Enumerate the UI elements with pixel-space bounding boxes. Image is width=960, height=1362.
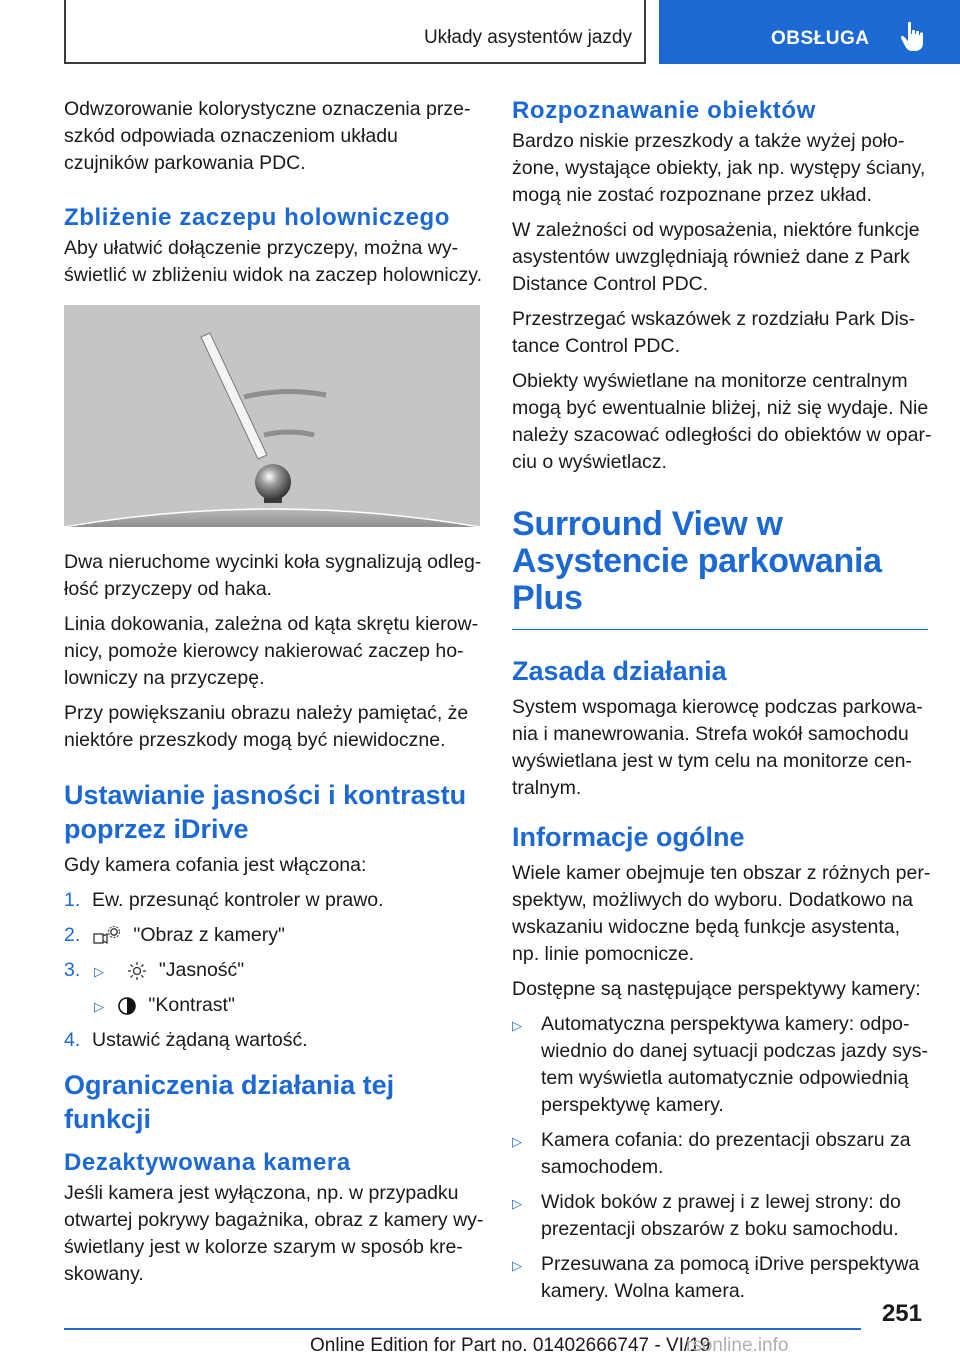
triangle-bullet-icon: ▷: [512, 1134, 522, 1149]
step-text: "Kontrast": [148, 994, 235, 1016]
step-item: [64, 887, 484, 914]
intro-paragraph: Odwzorowanie kolorystyczne oznaczenia przeszkód odpowiada oznaczeniom układu czujników parkowania PDC.: [64, 98, 471, 174]
principle-paragraph: System wspomaga kierowcę podczas parkowania i manewrowania. Strefa wokół samochodu wyświetlana jest w tym celu na monitorze centralnym.: [512, 696, 923, 799]
step-item: [64, 1027, 484, 1054]
footer-rule: [64, 1328, 861, 1330]
header-section-title: Układy asystentów jazdy: [423, 27, 632, 48]
figure-caption-1: Dwa nieruchome wycinki koła sygnalizują odległość przyczepy od haka.: [64, 551, 482, 600]
deactivated-camera-paragraph: Jeśli kamera jest wyłączona, np. w przypadku otwartej pokrywy bagażnika, obraz z kamery wyświetlany jest w kolorze szarym w sposób kreskowany.: [64, 1182, 484, 1285]
step-text: "Jasność": [158, 959, 245, 981]
step-item: [64, 922, 484, 949]
surround-view-heading: Surround View w Asystencie parkowania Plus: [512, 505, 882, 617]
list-item-text: Automatyczna perspektywa kamery: odpowiednio do danej sytuacji podczas jazdy system wyświetla automatycznie odpowiednią perspektywę kamery.: [541, 1013, 928, 1116]
general-info-heading: Informacje ogólne: [512, 822, 745, 852]
contrast-icon: [117, 996, 137, 1016]
triangle-bullet-icon: ▷: [512, 1196, 522, 1211]
triangle-bullet-icon: ▷: [512, 1258, 522, 1273]
list-item-text: Widok boków z prawej i z lewej strony: do prezentacji obszarów z boku samochodu.: [541, 1191, 901, 1240]
header-frame: [64, 0, 646, 64]
list-item: [512, 1189, 932, 1243]
brightness-intro: Gdy kamera cofania jest włączona:: [64, 854, 367, 876]
object-recognition-p4: Obiekty wyświetlane na monitorze centralnym mogą być ewentualnie bliżej, niż się wydaje. Nie należy szacować odległości do obiektów w oparciu o wyświetlacz.: [512, 370, 932, 473]
camera-settings-icon: [92, 925, 122, 947]
triangle-bullet-icon: ▷: [94, 964, 104, 979]
step-item: [64, 992, 484, 1019]
hand-pointer-icon: [899, 20, 929, 54]
triangle-bullet-icon: ▷: [512, 1018, 522, 1033]
object-recognition-p2: W zależności od wyposażenia, niektóre funkcje asystentów uwzględniają również dane z Park Distance Control PDC.: [512, 219, 920, 295]
general-info-p2: Dostępne są następujące perspektywy kamery:: [512, 978, 921, 1000]
deactivated-camera-heading: Dezaktywowana kamera: [64, 1149, 351, 1176]
left-column: [64, 96, 484, 1296]
right-column: [512, 96, 932, 1313]
list-item: [512, 1011, 932, 1119]
tow-hitch-camera-image: [64, 305, 480, 527]
step-number: 3.: [64, 959, 81, 981]
figure-caption-2: Linia dokowania, zależna od kąta skrętu kierownicy, pomoże kierowcy nakierować zaczep holowniczy na przyczepę.: [64, 613, 479, 689]
step-item: [64, 957, 484, 984]
list-item: [512, 1127, 932, 1181]
brightness-steps: [64, 887, 484, 1054]
page-number: 251: [881, 1300, 922, 1327]
step-text: Ew. przesunąć kontroler w prawo.: [92, 889, 384, 911]
edition-text: Online Edition for Part no. 01402666747 - VI/19: [310, 1335, 711, 1356]
object-recognition-p1: Bardzo niskie przeszkody a także wyżej położone, wystające obiekty, jak np. występy ściany, mogą nie zostać rozpoznane przez układ.: [512, 130, 926, 206]
brightness-icon: [127, 961, 147, 981]
tow-hitch-illustration: [64, 305, 480, 527]
step-text: Ustawić żądaną wartość.: [92, 1029, 308, 1051]
camera-perspectives-list: [512, 1011, 932, 1305]
list-item-text: Przesuwana za pomocą iDrive perspektywa kamery. Wolna kamera.: [541, 1253, 920, 1302]
list-item: [512, 1251, 932, 1305]
hitch-paragraph: Aby ułatwić dołączenie przyczepy, można wyświetlić w zbliżeniu widok na zaczep holowniczy.: [64, 237, 482, 286]
step-number: 1.: [64, 889, 81, 911]
watermark-text: rsonline.info: [686, 1335, 789, 1356]
list-item-text: Kamera cofania: do prezentacji obszaru za samochodem.: [541, 1129, 911, 1178]
figure-caption-3: Przy powiększaniu obrazu należy pamiętać, że niektóre przeszkody mogą być niewidoczne.: [64, 702, 469, 751]
step-number: 4.: [64, 1029, 81, 1051]
general-info-p1: Wiele kamer obejmuje ten obszar z różnych perspektyw, możliwych do wyboru. Dodatkowo na wskazaniu widoczne będą funkcje asystenta, np. linie pomocnicze.: [512, 862, 931, 965]
header-tab-label: OBSŁUGA: [771, 28, 870, 49]
object-recognition-p3: Przestrzegać wskazówek z rozdziału Park Distance Control PDC.: [512, 308, 916, 357]
limits-heading: Ograniczenia działania tej funkcji: [64, 1070, 395, 1134]
brightness-heading: Ustawianie jasności i kontrastu poprzez iDrive: [64, 780, 467, 844]
step-text: "Obraz z kamery": [133, 924, 285, 946]
header-tab[interactable]: [659, 0, 960, 64]
object-recognition-heading: Rozpoznawanie obiektów: [512, 97, 816, 124]
triangle-bullet-icon: ▷: [94, 999, 104, 1014]
principle-heading: Zasada działania: [512, 656, 727, 686]
step-number: 2.: [64, 924, 81, 946]
hitch-heading: Zbliżenie zaczepu holowniczego: [64, 204, 451, 231]
